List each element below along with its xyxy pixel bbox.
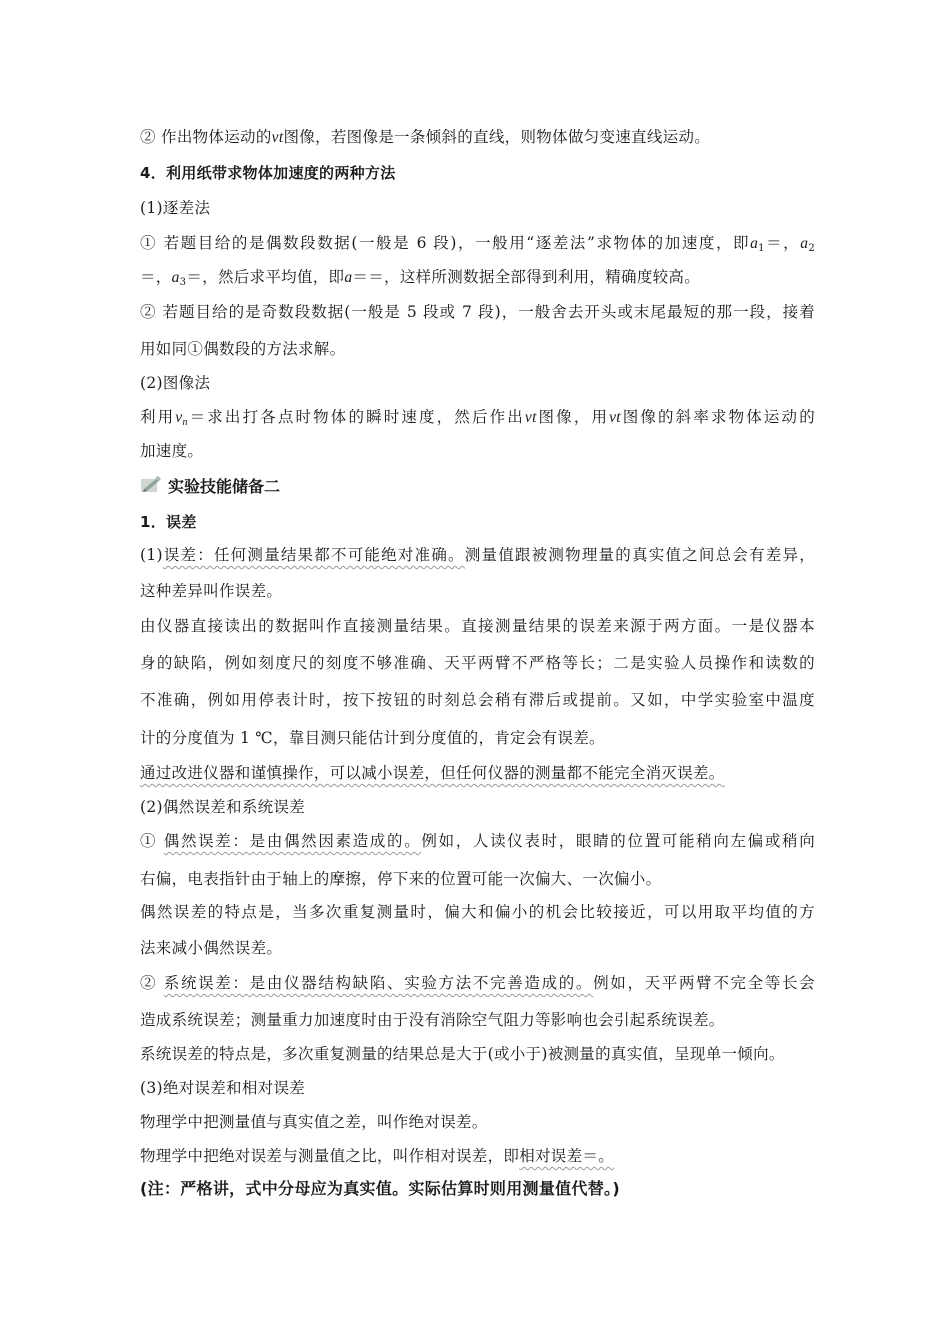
line-odd-segments-cont: 用如同①偶数段的方法求解。 — [140, 340, 346, 358]
emphasis-text: 系统误差：是由仪器结构缺陷、实验方法不完善造成的。 — [163, 974, 594, 992]
symbol-t: t — [532, 409, 537, 426]
text: ＝，然后求平均值，即 — [186, 268, 345, 286]
subheading-random-systematic: (2)偶然误差和系统误差 — [140, 798, 306, 816]
line-systematic-error-cont: 造成系统误差；测量重力加速度时由于没有消除空气阻力等影响也会引起系统误差。 — [140, 1011, 725, 1029]
line-graph-method-cont: 加速度。 — [140, 442, 204, 460]
subheading-absolute-relative: (3)绝对误差和相对误差 — [140, 1079, 306, 1097]
line-average — [140, 266, 815, 289]
line-instrument-defect: 身的缺陷，例如刻度尺的刻度不够准确、天平两臂不严格等长；二是实验人员操作和读数的 — [140, 654, 815, 672]
text: ＝＝，这样所测数据全部得到利用，精确度较高。 — [352, 268, 701, 286]
text: ① 若题目给的是偶数段数据(一般是 6 段)，一般用“逐差法”求物体的加速度，即 — [140, 234, 751, 252]
symbol-v: v — [609, 409, 617, 426]
text: ① — [140, 832, 164, 850]
line-error-definition — [140, 544, 815, 566]
text: 图像的斜率求物体运动的 — [620, 408, 815, 426]
text: 利用 — [140, 408, 176, 426]
line-random-error — [140, 830, 815, 852]
line-graph-method — [140, 406, 815, 429]
section-title: 实验技能储备二 — [168, 476, 281, 496]
symbol-t: t — [278, 129, 284, 146]
symbol-t: t — [616, 409, 621, 426]
symbol-v: v — [175, 409, 183, 426]
subheading-graph-method: (2)图像法 — [140, 374, 211, 392]
line-error-definition-cont: 这种差异叫作误差。 — [140, 582, 283, 600]
emphasis-text: 通过改进仪器和谨慎操作，可以减小误差，但任何仪器的测量都不能完全消灭误差。 — [140, 764, 725, 782]
section-header — [140, 473, 280, 497]
line-thermometer: 计的分度值为 1 ℃，靠目测只能估计到分度值的，肯定会有误差。 — [140, 729, 605, 747]
text: ② 作出物体运动的 — [140, 128, 272, 146]
line-odd-segments: ② 若题目给的是奇数段数据(一般是 5 段或 7 段)，一般舍去开头或末尾最短的那一段，接着 — [140, 303, 815, 321]
subscript: n — [182, 417, 188, 428]
text: 测量值跟被测物理量的真实值之间总会有差异， — [464, 546, 815, 564]
line-systematic-error — [140, 972, 815, 994]
subscript: 3 — [179, 277, 187, 288]
emphasis-text: 误差：任何测量结果都不可能绝对准确。 — [162, 546, 465, 564]
symbol-v: v — [524, 409, 533, 426]
line-random-error-feature: 偶然误差的特点是，当多次重复测量时，偏大和偏小的机会比较接近，可以用取平均值的方 — [140, 903, 815, 921]
line-absolute-error: 物理学中把测量值与真实值之差，叫作绝对误差。 — [140, 1113, 488, 1131]
text: 物理学中把绝对误差与测量值之比，叫作相对误差，即 — [140, 1147, 520, 1165]
subscript: 1 — [758, 243, 765, 254]
line-direct-measurement: 由仪器直接读出的数据叫作直接测量结果。直接测量结果的误差来源于两方面。一是仪器本 — [140, 617, 815, 635]
text: ＝求出打各点时物体的瞬时速度，然后作出 — [187, 408, 525, 426]
symbol-a2: a — [800, 235, 809, 252]
symbol-v: v — [271, 129, 279, 146]
text: ＝， — [140, 268, 172, 286]
line-systematic-error-feature: 系统误差的特点是，多次重复测量的结果总是大于(或小于)被测量的真实值，呈现单一倾向。 — [140, 1045, 785, 1063]
line-relative-error — [140, 1145, 815, 1167]
line-vt-graph — [140, 126, 815, 149]
line-random-error-cont: 右偏，电表指针由于轴上的摩擦，停下来的位置可能一次偏大、一次偏小。 — [140, 870, 662, 888]
line-random-error-feature-cont: 法来减小偶然误差。 — [140, 939, 283, 957]
subheading-successive-difference: (1)逐差法 — [140, 199, 211, 217]
symbol-a3: a — [171, 269, 180, 286]
symbol-a1: a — [750, 235, 759, 252]
emphasis-text: 相对误差＝。 — [519, 1147, 615, 1165]
text: 图像，若图像是一条倾斜的直线，则物体做匀变速直线运动。 — [283, 128, 711, 146]
line-reading-error: 不准确，例如用停表计时，按下按钮的时刻总会稍有滞后或提前。又如，中学实验室中温度 — [140, 691, 815, 709]
note: (注：严格讲，式中分母应为真实值。实际估算时则用测量值代替。) — [140, 1179, 620, 1198]
text: 例如，人读仪表时，眼睛的位置可能稍向左偏或稍向 — [421, 832, 815, 850]
heading-4: 4．利用纸带求物体加速度的两种方法 — [140, 164, 396, 182]
subscript: 2 — [808, 243, 815, 254]
text: (1) — [140, 546, 163, 564]
text: 例如，天平两臂不完全等长会 — [593, 974, 815, 992]
heading-1-error: 1．误差 — [140, 513, 197, 531]
pencil-ruler-icon — [140, 476, 162, 494]
emphasis-text: 偶然误差：是由偶然因素造成的。 — [163, 832, 422, 850]
text: ＝， — [764, 234, 801, 252]
line-even-segments — [140, 232, 815, 255]
text: ② — [140, 974, 164, 992]
text: 图像，用 — [536, 408, 610, 426]
line-reduce-error — [140, 762, 815, 784]
symbol-a: a — [344, 269, 353, 286]
